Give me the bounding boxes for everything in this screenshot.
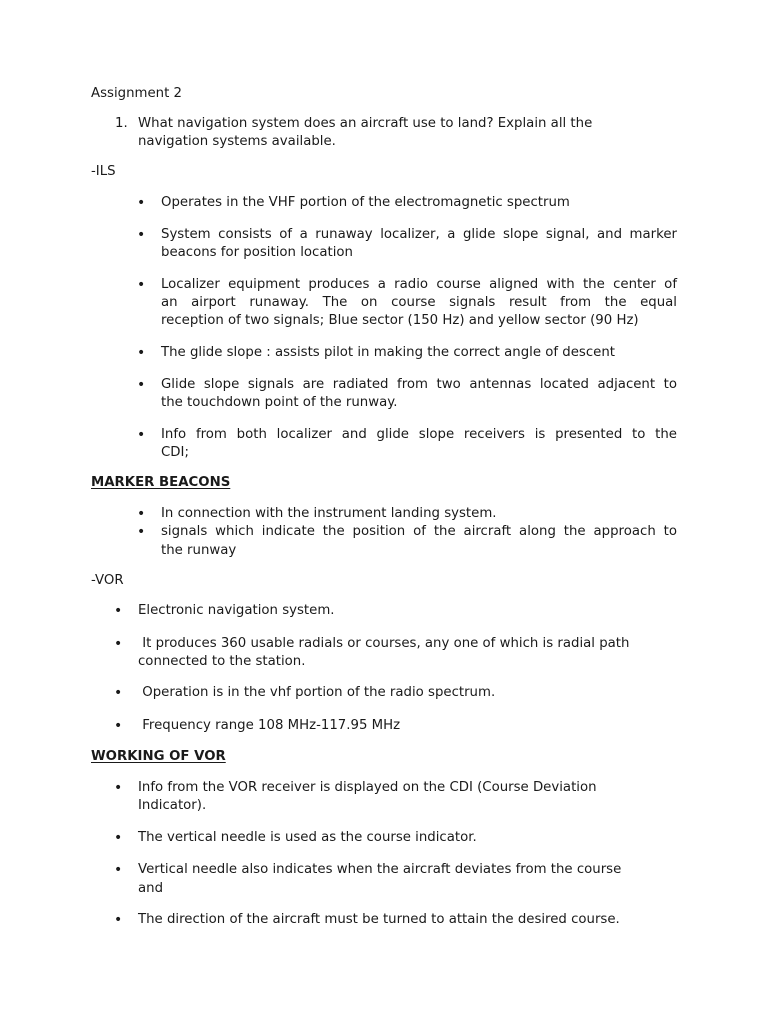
list-item-text: the touchdown point of the runway. <box>161 395 398 410</box>
bullet-marker: • <box>114 780 123 796</box>
bullet-marker: • <box>137 277 146 293</box>
list-item-text: Info from the VOR receiver is displayed on the CDI (Course Deviation <box>138 780 597 795</box>
question-text-line-2: navigation systems available. <box>138 134 336 149</box>
list-item-text: Frequency range 108 MHz-117.95 MHz <box>138 718 401 733</box>
list-item-text: an airport runaway. The on course signals result from the equal <box>161 295 677 310</box>
question-text-line-1: What navigation system does an aircraft use to land? Explain all the <box>138 116 593 131</box>
list-item-text: In connection with the instrument landing system. <box>161 506 497 521</box>
list-item-text: Operation is in the vhf portion of the radio spectrum. <box>138 685 496 700</box>
bullet-marker: • <box>114 830 123 846</box>
list-item-text: It produces 360 usable radials or courses, any one of which is radial path <box>138 636 630 651</box>
bullet-marker: • <box>114 718 123 734</box>
marker-beacons-heading: MARKER BEACONS <box>91 475 231 490</box>
list-item-text: connected to the station. <box>138 654 306 669</box>
list-item-text: Glide slope signals are radiated from two antennas located adjacent to <box>161 377 677 392</box>
bullet-marker: • <box>114 862 123 878</box>
vor-label: -VOR <box>91 573 124 588</box>
list-item-text: beacons for position location <box>161 245 353 260</box>
list-item-text: Vertical needle also indicates when the aircraft deviates from the course <box>138 862 622 877</box>
bullet-marker: • <box>137 506 146 522</box>
bullet-marker: • <box>137 195 146 211</box>
list-item-text: and <box>138 881 164 896</box>
list-item-text: Info from both localizer and glide slope receivers is presented to the <box>161 427 677 442</box>
bullet-marker: • <box>137 427 146 443</box>
list-item-text: Indicator). <box>138 798 207 813</box>
list-item-text: Localizer equipment produces a radio course aligned with the center of <box>161 277 677 292</box>
list-item-text: Electronic navigation system. <box>138 603 335 618</box>
list-item-text: the runway <box>161 543 237 558</box>
list-item-text: CDI; <box>161 445 189 460</box>
working-of-vor-heading: WORKING OF VOR <box>91 749 226 764</box>
list-item-text: The vertical needle is used as the course indicator. <box>138 830 477 845</box>
bullet-marker: • <box>114 636 123 652</box>
question-number: 1. <box>115 116 128 131</box>
bullet-marker: • <box>114 603 123 619</box>
list-item-text: reception of two signals; Blue sector (150 Hz) and yellow sector (90 Hz) <box>161 313 639 328</box>
list-item-text: System consists of a runaway localizer, a glide slope signal, and marker <box>161 227 677 242</box>
bullet-marker: • <box>114 685 123 701</box>
list-item-text: signals which indicate the position of the aircraft along the approach to <box>161 524 677 539</box>
list-item-text: The glide slope : assists pilot in making the correct angle of descent <box>161 345 615 360</box>
bullet-marker: • <box>137 377 146 393</box>
bullet-marker: • <box>137 524 146 540</box>
bullet-marker: • <box>137 227 146 243</box>
bullet-marker: • <box>137 345 146 361</box>
ils-label: -ILS <box>91 164 116 179</box>
list-item-text: Operates in the VHF portion of the electromagnetic spectrum <box>161 195 570 210</box>
bullet-marker: • <box>114 912 123 928</box>
list-item-text: The direction of the aircraft must be turned to attain the desired course. <box>138 912 620 927</box>
assignment-title: Assignment 2 <box>91 86 182 101</box>
